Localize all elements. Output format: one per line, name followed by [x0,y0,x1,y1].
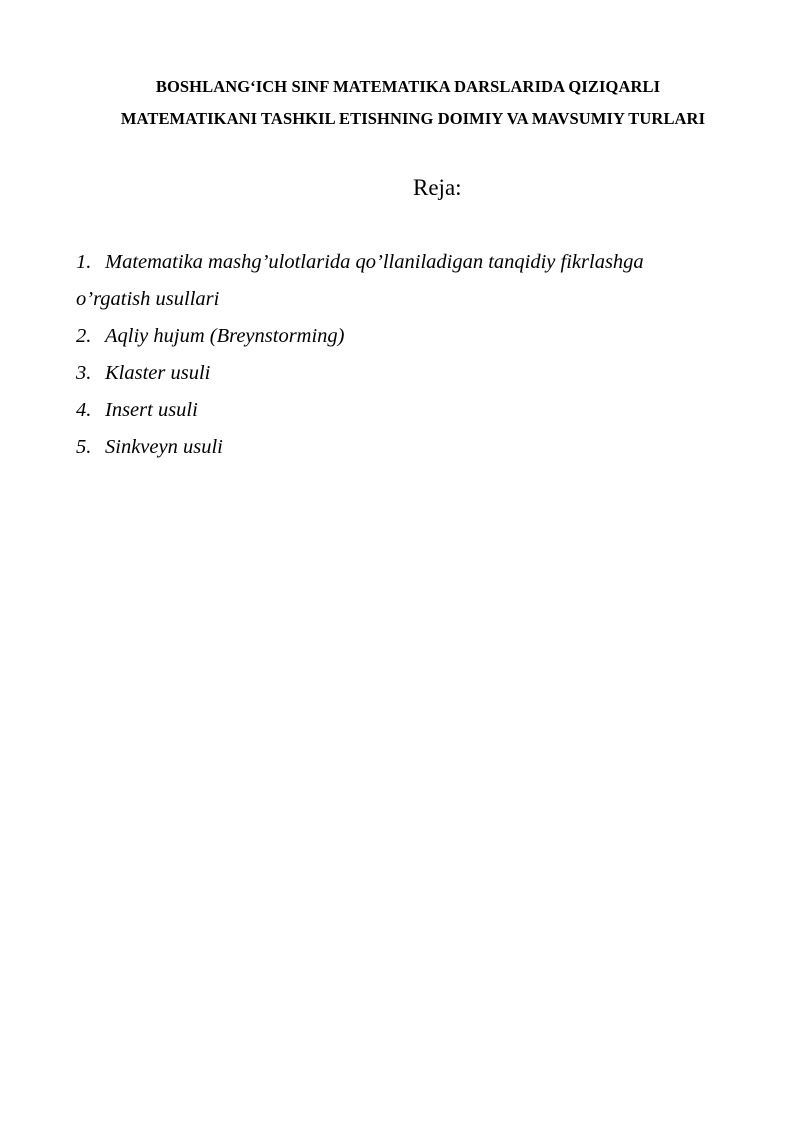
plan-item-3 [76,355,756,392]
plan-item-number: 2. [76,325,92,347]
plan-item-text: Klaster usuli [105,362,211,384]
plan-item-number: 1. [76,251,92,273]
plan-item-2 [76,318,756,355]
plan-heading: Reja: [413,175,462,200]
plan-list [76,244,756,466]
plan-item-5 [76,429,756,466]
plan-item-text: Insert usuli [105,399,198,421]
document-title-line-1: BOSHLANG‘ICH SINF MATEMATIKA DARSLARIDA QIZIQARLI [155,77,661,96]
document-title-line-2: MATEMATIKANI TASHKIL ETISHNING DOIMIY VA MAVSUMIY TURLARI [120,109,706,128]
plan-item-text-continuation: o’rgatish usullari [76,288,220,310]
plan-item-text: Matematika mashg’ulotlarida qo’llaniladigan tanqidiy fikrlashga [105,251,644,273]
plan-item-number: 5. [76,436,92,458]
plan-item-number: 3. [76,362,92,384]
plan-item-text: Sinkveyn usuli [105,436,223,458]
plan-item-1 [76,244,756,318]
plan-item-4 [76,392,756,429]
plan-item-number: 4. [76,399,92,421]
plan-item-text: Aqliy hujum (Breynstorming) [105,325,345,347]
